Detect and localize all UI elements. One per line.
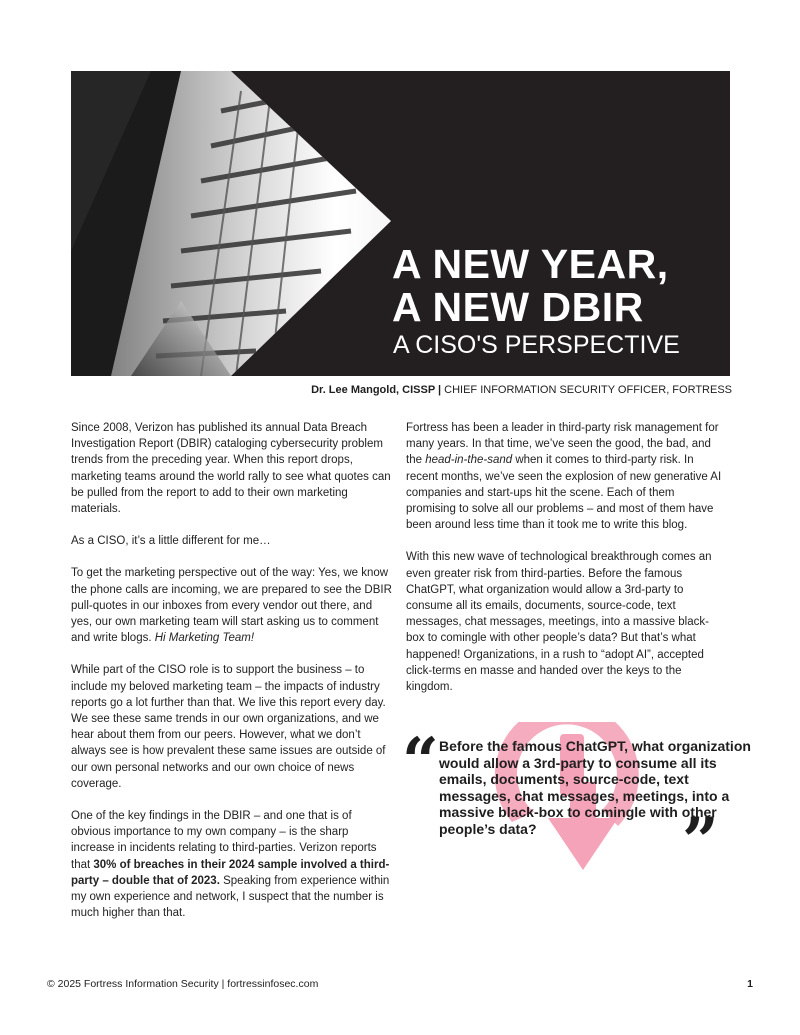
paragraph <box>71 565 393 646</box>
page-number: 1 <box>747 978 753 990</box>
hero-title-line-2: A NEW DBIR <box>392 284 644 330</box>
hero-subtitle: A CISO'S PERSPECTIVE <box>393 331 680 359</box>
paragraph: While part of the CISO role is to support the business – to include my beloved marketing team – the impacts of industry reports go a lot further than that. We live this report every day. We see these same trends in our own organizations, and we hear about them from our peers. However, what we don’t always see is how prevalent these same issues are outside of our own personal networks and our own choice of news coverage. <box>71 664 386 790</box>
right-column <box>406 420 726 711</box>
paragraph: With this new wave of technological breakthrough comes an even greater risk from third-parties. Before the famous ChatGPT, what organization would allow a 3rd-party to consume all its emails, documents, source-code, text messages, chat messages, meetings, into a massive black-box to comingle with other people’s data? But that’s what happened! Organizations, in a rush to “adopt AI”, accepted click-terms en masse and handed over the keys to the kingdom. <box>406 551 712 694</box>
hero-banner <box>71 71 730 376</box>
pull-quote <box>402 722 762 882</box>
author-byline <box>311 383 732 397</box>
paragraph-text: One of the key findings in the DBIR – and one that is of obvious importance to my own company – is the sharp increase in incidents relating to third-parties. Verizon reports that <box>71 810 377 871</box>
paragraph <box>71 808 393 921</box>
paragraph: As a CISO, it’s a little different for me… <box>71 535 271 548</box>
paragraph <box>406 420 726 533</box>
paragraph-text: Speaking from experience within my own experience and network, I suspect that the number is much higher than that. <box>71 874 390 920</box>
open-quote-icon: “ <box>402 724 439 799</box>
footer-copyright: © 2025 Fortress Information Security | fortressinfosec.com <box>47 978 319 990</box>
pull-quote-text: Before the famous ChatGPT, what organization would allow a 3rd-party to consume all its emails, documents, source-code, text messages, chat messages, meetings, into a massive black-box to comingle with other people’s data? <box>439 738 751 837</box>
paragraph-text: when it comes to third-party risk. In recent months, we’ve seen the explosion of new generative AI companies and start-ups hit the scene. Each of them promising to solve all our problems – and most of them have been around less time than it took me to write this blog. <box>406 454 722 532</box>
close-quote-icon: ” <box>682 804 719 879</box>
hero-title-line-1: A NEW YEAR, <box>392 241 669 287</box>
paragraph-text: To get the marketing perspective out of the way: Yes, we know the phone calls are incoming, we are prepared to see the DBIR pull-quotes in our inboxes from every vendor out there, and yes, our own marketing team will start asking us to comment and write blogs. <box>71 567 392 645</box>
emphasis-text: head-in-the-sand <box>425 454 513 467</box>
paragraph-text: Fortress has been a leader in third-party risk management for many years. In that time, we’ve seen the good, the bad, and the <box>406 422 719 467</box>
emphasis-text: Hi Marketing Team! <box>154 632 255 645</box>
left-column <box>71 420 393 937</box>
key-finding-text: 30% of breaches in their 2024 sample involved a third-party – double that of 2023. <box>71 858 390 887</box>
hero-title <box>392 243 669 329</box>
author-name: Dr. Lee Mangold, CISSP | <box>311 384 442 396</box>
paragraph: Since 2008, Verizon has published its annual Data Breach Investigation Report (DBIR) cataloging cybersecurity problem trends from the preceding year. When this report drops, marketing teams around the world rally to see what quotes can be pulled from the report to add to their own marketing materials. <box>71 422 391 516</box>
author-role: CHIEF INFORMATION SECURITY OFFICER, FORTRESS <box>441 384 732 396</box>
